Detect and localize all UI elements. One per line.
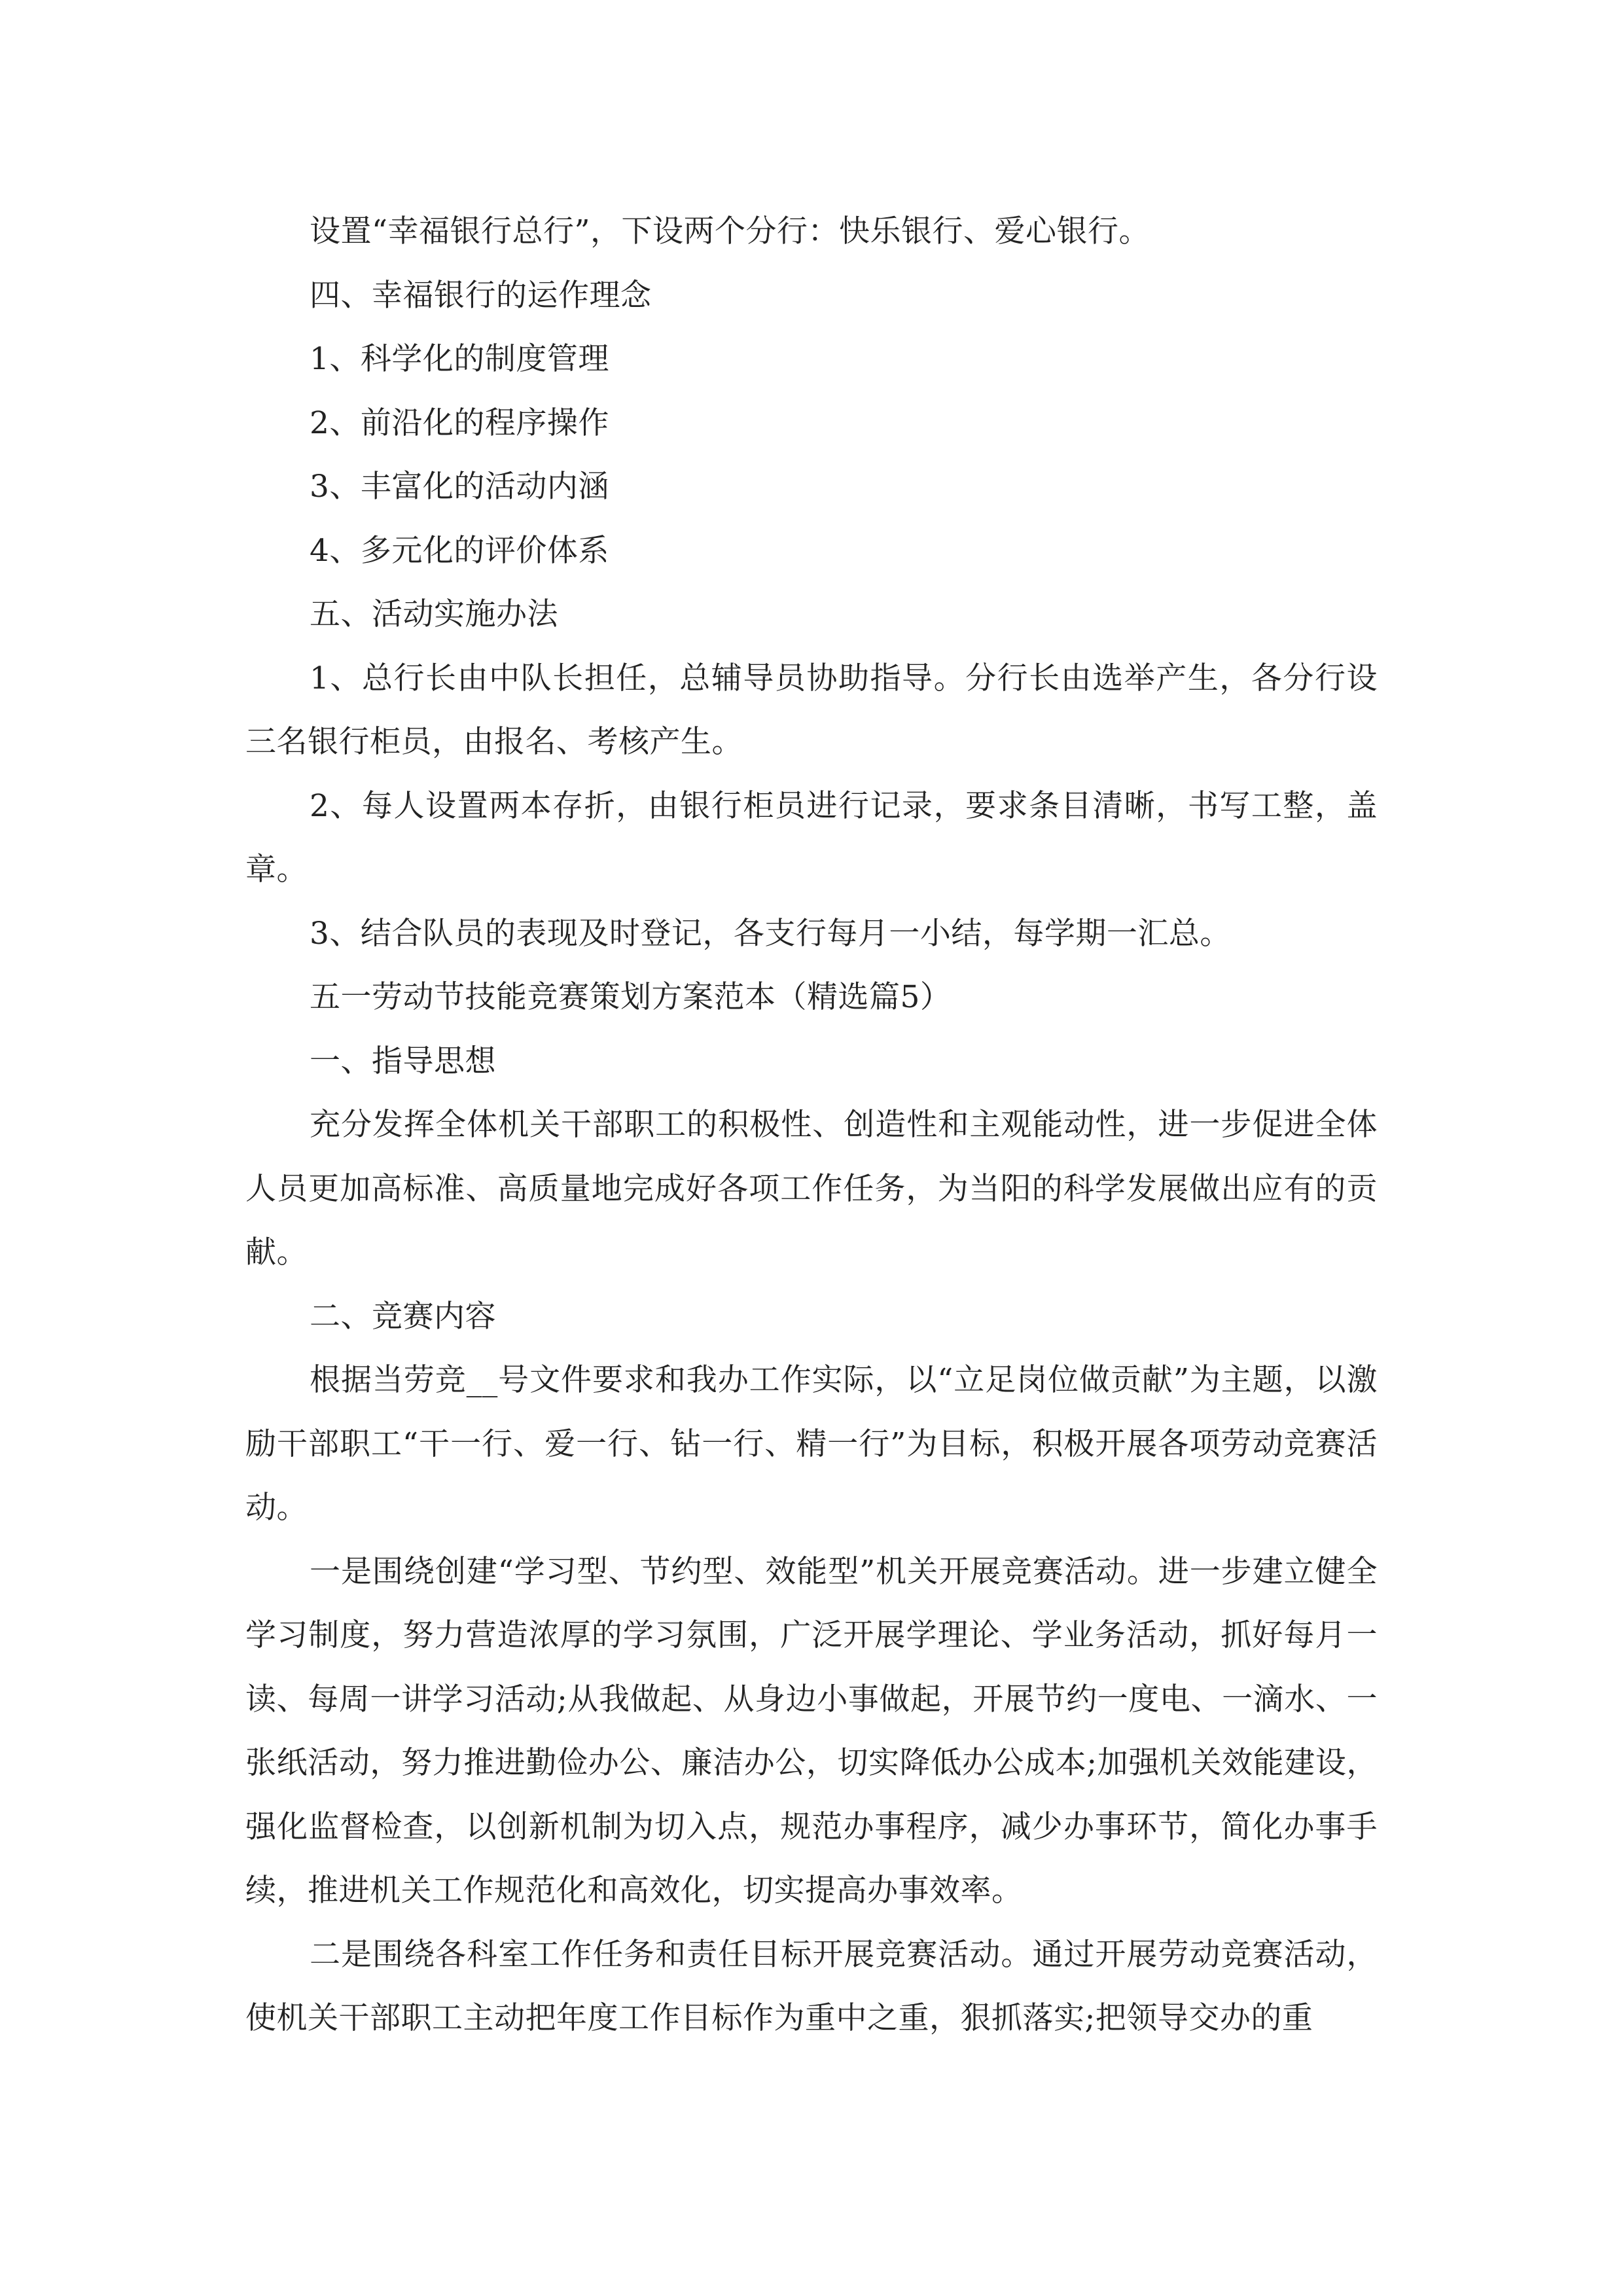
list-item: 3、结合队员的表现及时登记，各支行每月一小结，每学期一汇总。 [310,915,1231,952]
heading-implementation: 五、活动实施办法 [310,596,558,632]
list-item: 3、丰富化的活动内涵 [310,469,609,505]
list-item: 1、科学化的制度管理 [310,341,609,377]
paragraph-bank-setup: 设置“幸福银行总行”，下设两个分行：快乐银行、爱心银行。 [310,213,1150,249]
list-item: 1、总行长由中队长担任，总辅导员协助指导。分行长由选举产生，各分行设三名银行柜员，由报名、考核产生。 [245,660,1378,760]
list-item: 4、多元化的评价体系 [310,532,609,569]
paragraph: 二是围绕各科室工作任务和责任目标开展竞赛活动。通过开展劳动竞赛活动，使机关干部职工主动把年度工作目标作为重中之重，狠抓落实;把领导交办的重 [245,1936,1378,2036]
heading-competition-content: 二、竞赛内容 [310,1298,496,1335]
list-item: 2、前沿化的程序操作 [310,404,609,441]
paragraph: 一是围绕创建“学习型、节约型、效能型”机关开展竞赛活动。进一步建立健全学习制度，努力营造浓厚的学习氛围，广泛开展学理论、学业务活动，抓好每月一读、每周一讲学习活动;从我做起、从身边小事做起，开展节约一度电、一滴水、一张纸活动，努力推进勤俭办公、廉洁办公，切实降低办公成本;加强机关效能建设，强化监督检查，以创新机制为切入点，规范办事程序，减少办事环节，简化办事手续，推进机关工作规范化和高效化，切实提高办事效率。 [245,1553,1378,1909]
paragraph: 充分发挥全体机关干部职工的积极性、创造性和主观能动性，进一步促进全体人员更加高标准、高质量地完成好各项工作任务，为当阳的科学发展做出应有的贡献。 [245,1107,1378,1270]
section-title: 五一劳动节技能竞赛策划方案范本（精选篇5） [310,979,952,1015]
heading-guiding-ideology: 一、指导思想 [310,1043,496,1079]
heading-operation-concept: 四、幸福银行的运作理念 [310,277,652,314]
document-body [245,200,1378,2051]
list-item: 2、每人设置两本存折，由银行柜员进行记录，要求条目清晰，书写工整，盖章。 [245,787,1378,888]
paragraph: 根据当劳竞__号文件要求和我办工作实际，以“立足岗位做贡献”为主题，以激励干部职工“干一行、爱一行、钻一行、精一行”为目标，积极开展各项劳动竞赛活动。 [245,1362,1378,1526]
